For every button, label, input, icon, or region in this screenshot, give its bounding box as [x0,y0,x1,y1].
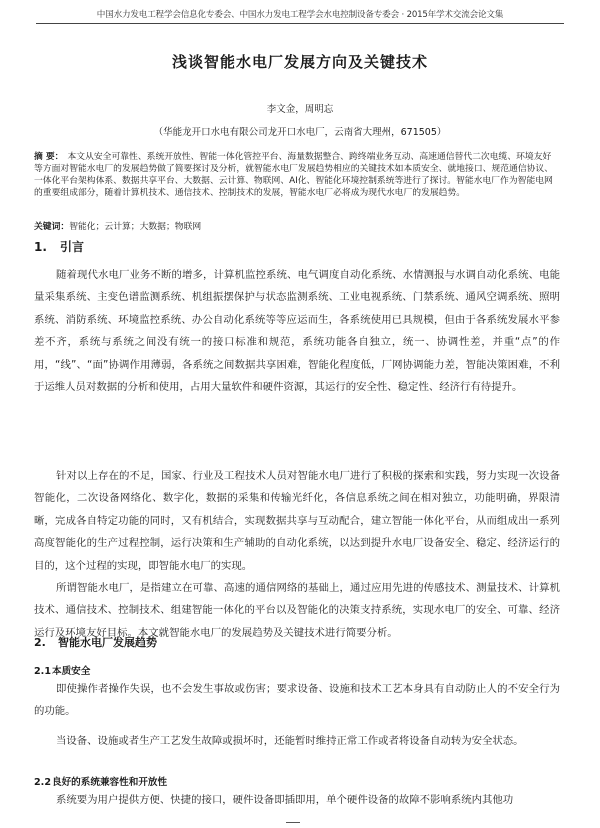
abstract [34,151,560,199]
subsection-2-2-title: 良好的系统兼容性和开放性 [52,777,168,788]
affiliation: （华能龙开口水电有限公司龙开口水电厂，云南省大理州，671505） [153,127,447,138]
section-1-heading [34,238,84,255]
subsection-2-1-paragraph-1: 即使操作者操作失误，也不会发生事故或伤害；要求设备、设施和技术工艺本身具有自动防止人的不安全行为的功能。 [34,683,560,718]
keywords-text: 智能化；云计算；大数据；物联网 [69,222,202,232]
intro-paragraph-1: 随着现代水电厂业务不断的增多，计算机监控系统、电气调度自动化系统、水情测报与水调自动化系统、电能量采集系统、主变色谱监测系统、机组振摆保护与状态监测系统、工业电视系统、门禁系统、通风空调系统、照明系统、消防系统、环境监控系统、办公自动化系统等等应运而生，各系统使用已具规模，但由于各系统发展水平参差不齐，系统与系统之间没有统一的接口标准和规范，系统功能各自独立，统一、协调性差，并重“点”的作用，“线”、“面”协调作用薄弱，各系统之间数据共享困难，智能化程度低，厂网协调能力差，智能决策困难，不利于运维人员对数据的分析和使用，占用大量软件和硬件资源，其运行的安全性、稳定性、经济行有待提升。 [34,269,560,394]
subsection-2-2-number: 2.2 [34,777,51,788]
intro-paragraph-2: 针对以上存在的不足，国家、行业及工程技术人员对智能水电厂进行了积极的探索和实践，努力实现一次设备智能化，二次设备网络化、数字化，数据的采集和传输光纤化，各信息系统之间在相对独立，功能明确，界限清晰，完成各自特定功能的同时，又有机结合，实现数据共享与互动配合，建立智能一体化平台，从而组成出一系列高度智能化的生产过程控制，运行决策和生产辅助的自动化系统，以达到提升水电厂设备安全、稳定、经济运行的目的，这个过程的实现，即智能水电厂的实现。 [34,470,560,572]
paper-title: 浅谈智能水电厂发展方向及关键技术 [171,53,428,71]
intro-paragraph-3: 所谓智能水电厂，是指建立在可靠、高速的通信网络的基础上，通过应用先进的传感技术、测量技术、计算机技术、通信技术、控制技术、组建智能一体化的平台以及智能化的决策支持系统，实现水电厂的安全、可靠、经济运行及环境友好目标。本文就智能水电厂的发展趋势及关键技术进行简要分析。 [34,582,560,639]
section-1-title: 引言 [60,240,85,254]
authors: 李文金，周明忘 [266,104,334,115]
keywords-label: 关键词： [34,222,70,232]
subsection-2-1-paragraph-2: 当设备、设施或者生产工艺发生故障或损坏时，还能暂时维持正常工作或者将设备自动转为安全状态。 [56,735,524,747]
section-2-heading [34,634,157,650]
running-header: 中国水力发电工程学会信息化专委会、中国水力发电工程学会水电控制设备专委会 · 2015年学术交流会论文集 [96,10,504,20]
section-2-number: 2. [34,636,46,649]
abstract-text: 本文从安全可靠性、系统开放性、智能一体化管控平台、海量数据整合、跨终端业务互动、高速通信替代二次电缆、环境友好等方面对智能水电厂的发展趋势做了简要探讨及分析，就智能水电厂发展趋势相应的关键技术如本质安全、就地接口、规范通信协议、一体化平台架构体系、数据共享平台、大数据、云计算、物联网、AI化、智能化环境控制系统等进行了探讨。智能水电厂作为智能电网的重要组成部分，随着计算机技术、通信技术、控制技术的发展，智能水电厂必将成为现代水电厂的发展趋势。 [34,152,554,199]
subsection-2-1-title: 本质安全 [52,666,91,677]
subsection-2-1-heading [34,663,90,677]
subsection-2-2-heading [34,774,167,788]
subsection-2-2-paragraph-1: 系统要为用户提供方便、快捷的接口，硬件设备即插即用，单个硬件设备的故障不影响系统内其他功 [56,794,514,806]
section-2-title: 智能水电厂发展趋势 [58,636,157,649]
header-rule [36,23,564,24]
page-number-mark [286,822,300,823]
section-1-number: 1. [34,240,47,254]
keywords [34,221,560,233]
abstract-label: 摘 要： [34,152,64,162]
subsection-2-1-number: 2.1 [34,666,51,677]
